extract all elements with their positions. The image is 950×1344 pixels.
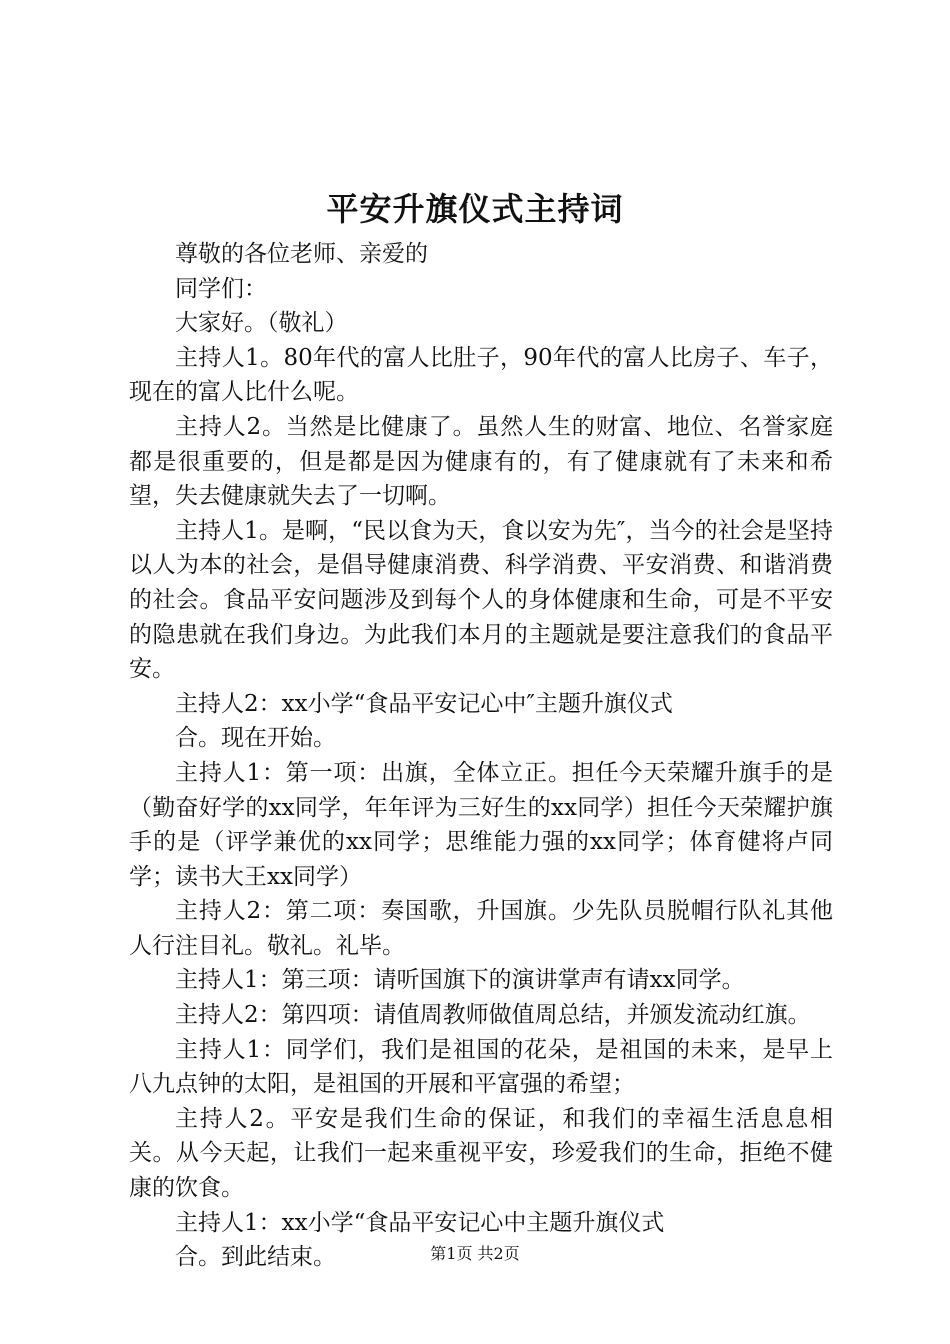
document-body [129,237,833,1275]
paragraph: 主持人1：第三项：请听国旗下的演讲掌声有请xx同学。 [175,967,745,994]
paragraph: 主持人2。当然是比健康了。虽然人生的财富、地位、名誉家庭都是很重要的，但是都是因为健康有的，有了健康就有了未来和希望，失去健康就失去了一切啊。 [129,413,833,510]
paragraph: 同学们： [175,275,267,302]
paragraph: 大家好。（敬礼） [175,310,348,337]
paragraph: 主持人1。是啊，“民以食为天，食以安为先″，当今的社会是坚持以人为本的社会，是倡导健康消费、科学消费、平安消费、和谐消费的社会。食品平安问题涉及到每个人的身体健康和生命，可是不平安的隐患就在我们身边。为此我们本月的主题就是要注意我们的食品平安。 [129,517,833,683]
paragraph: 主持人2：xx小学“食品平安记心中″主题升旗仪式 [175,690,673,717]
paragraph: 主持人2：第四项：请值周教师做值周总结，并颁发流动红旗。 [175,1002,811,1029]
paragraph: 主持人1：第一项：出旗，全体立正。担任今天荣耀升旗手的是（勤奋好学的xx同学，年年评为三好生的xx同学）担任今天荣耀护旗手的是（评学兼优的xx同学；思维能力强的xx同学；体育健将卢同学；读书大王xx同学） [129,759,833,890]
paragraph: 主持人1：xx小学“食品平安记心中主题升旗仪式 [175,1209,665,1236]
paragraph: 合。现在开始。 [175,725,336,752]
paragraph: 尊敬的各位老师、亲爱的 [175,241,428,267]
paragraph: 主持人2：第二项：奏国歌，升国旗。少先队员脱帽行队礼其他人行注目礼。敬礼。礼毕。 [129,898,833,959]
document-title: 平安升旗仪式主持词 [326,190,624,228]
paragraph: 主持人1。80年代的富人比肚子，90年代的富人比房子、车子，现在的富人比什么呢。 [129,344,833,406]
paragraph: 主持人2。平安是我们生命的保证，和我们的幸福生活息息相关。从今天起，让我们一起来重视平安，珍爱我们的生命，拒绝不健康的饮食。 [129,1105,833,1202]
paragraph: 合。到此结束。 [175,1244,336,1271]
page-indicator: 第1页 共2页 [430,1244,520,1263]
paragraph: 主持人1：同学们，我们是祖国的花朵，是祖国的未来，是早上八九点钟的太阳，是祖国的开展和平富强的希望； [129,1036,833,1098]
